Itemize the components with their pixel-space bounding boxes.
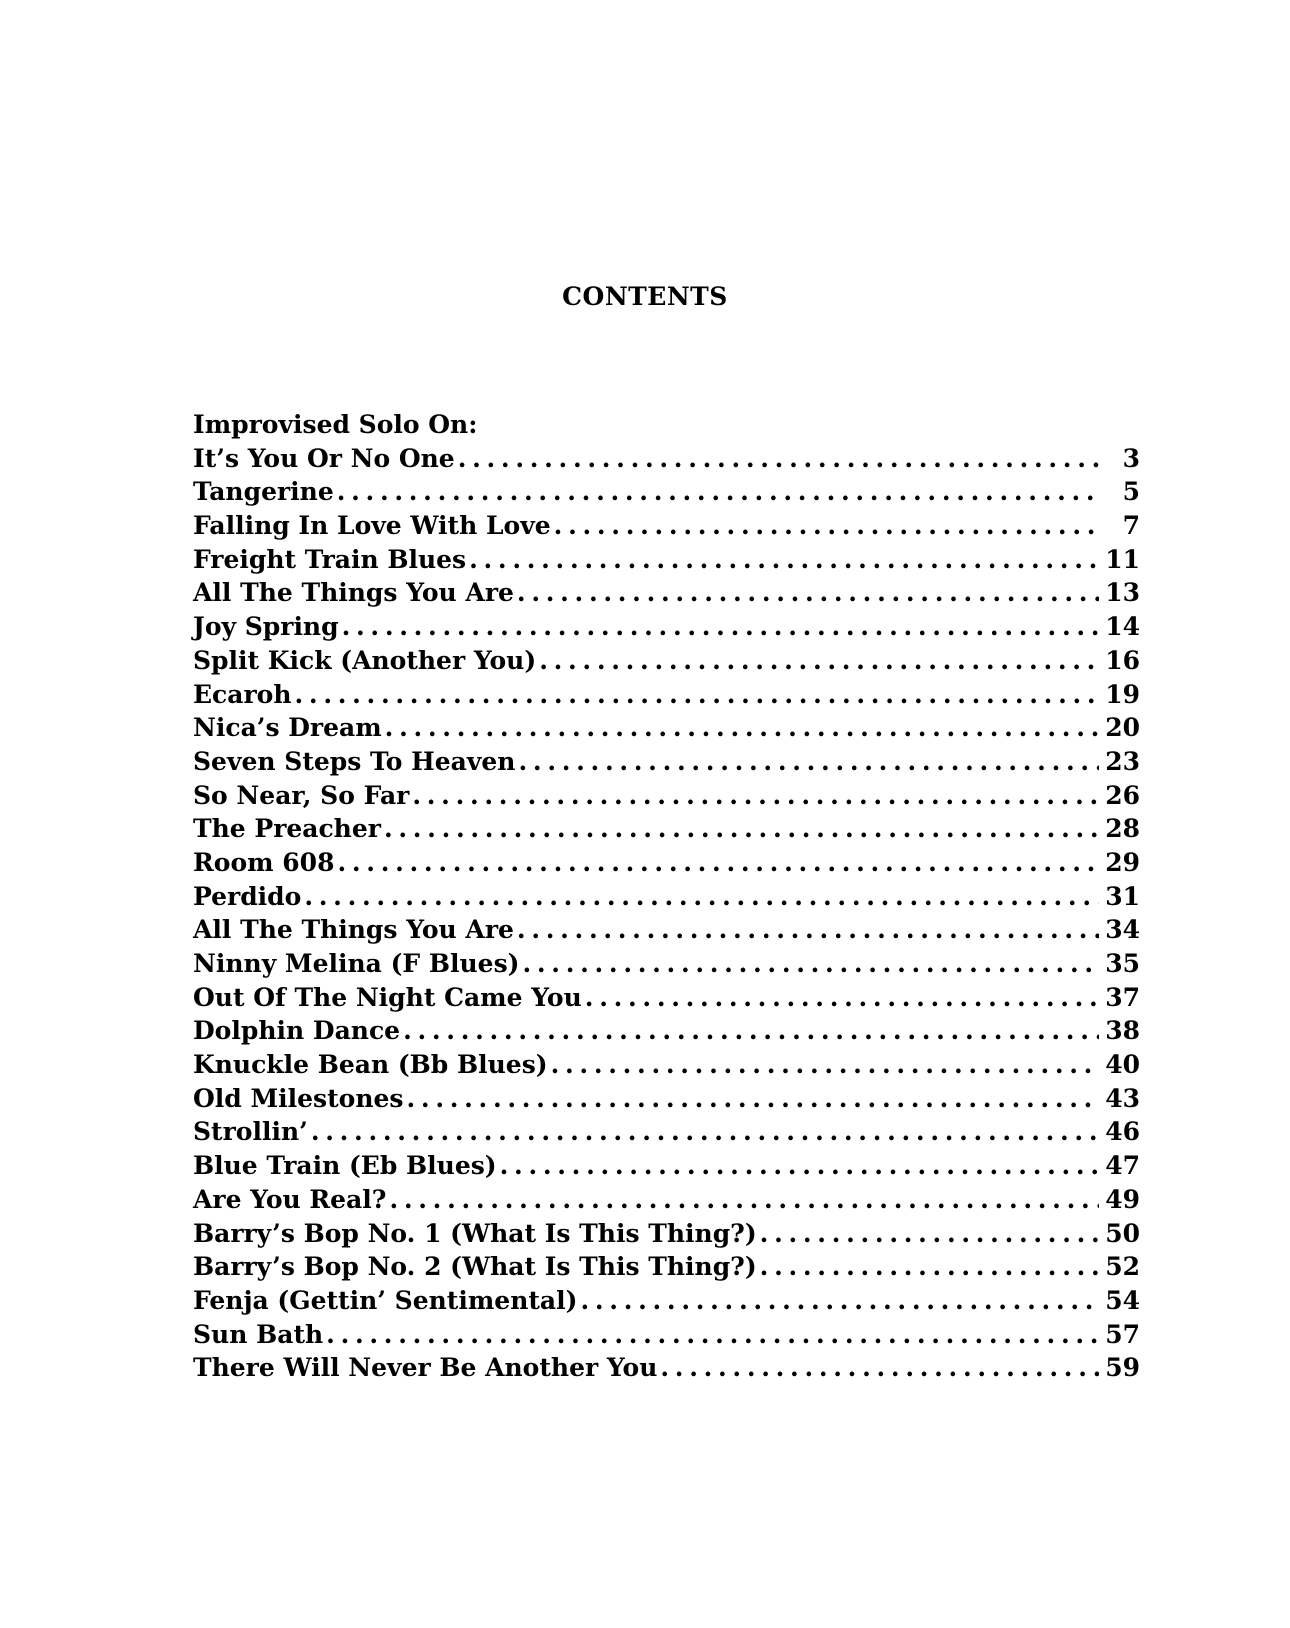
toc-entry-title: Freight Train Blues	[193, 544, 467, 574]
toc-entry-page-number: 38	[1105, 1016, 1140, 1046]
toc-entry	[193, 509, 1140, 543]
toc-entry	[193, 711, 1140, 745]
toc-entry	[193, 644, 1140, 678]
toc-entry	[193, 475, 1140, 509]
dot-leader	[384, 812, 1099, 846]
toc-entry	[193, 1217, 1140, 1251]
toc-entry	[193, 981, 1140, 1015]
toc-entry-page-number: 11	[1105, 544, 1140, 574]
toc-entry-page-number: 20	[1105, 713, 1140, 743]
toc-entry-title: Strollin’	[193, 1117, 308, 1147]
toc-entry-title: Nica’s Dream	[193, 713, 382, 743]
dot-leader	[337, 475, 1099, 509]
toc-entry-page-number: 59	[1105, 1353, 1140, 1383]
dot-leader	[469, 543, 1099, 577]
toc-entry-title: The Preacher	[193, 814, 381, 844]
toc-entry-title: Sun Bath	[193, 1319, 324, 1349]
dot-leader	[660, 1351, 1099, 1385]
toc-entry-page-number: 26	[1105, 780, 1140, 810]
toc-entry	[193, 812, 1140, 846]
toc-entry-title: Seven Steps To Heaven	[193, 746, 516, 776]
dot-leader	[539, 644, 1099, 678]
dot-leader	[304, 880, 1099, 914]
toc-entry-page-number: 37	[1105, 982, 1140, 1012]
toc-entry-title: Split Kick (Another You)	[193, 645, 537, 675]
toc-entry	[193, 1115, 1140, 1149]
toc-entry-page-number: 7	[1122, 511, 1140, 541]
toc-entry-title: Tangerine	[193, 477, 334, 507]
dot-leader	[311, 1115, 1099, 1149]
table-of-contents	[193, 408, 1140, 1385]
toc-entry-title: Falling In Love With Love	[193, 511, 551, 541]
toc-entry-page-number: 54	[1105, 1285, 1140, 1315]
toc-entry	[193, 678, 1140, 712]
toc-entry-page-number: 28	[1105, 814, 1140, 844]
dot-leader	[517, 913, 1099, 947]
dot-leader	[551, 1048, 1099, 1082]
toc-entry	[193, 543, 1140, 577]
dot-leader	[337, 846, 1099, 880]
toc-entry-page-number: 43	[1105, 1083, 1140, 1113]
toc-entry	[193, 1149, 1140, 1183]
dot-leader	[517, 576, 1099, 610]
dot-leader	[522, 947, 1099, 981]
dot-leader	[407, 1082, 1100, 1116]
toc-entry-title: Knuckle Bean (Bb Blues)	[193, 1050, 548, 1080]
toc-entry-page-number: 40	[1105, 1050, 1140, 1080]
toc-entry-title: Dolphin Dance	[193, 1016, 401, 1046]
toc-entry-title: Out Of The Night Came You	[193, 982, 582, 1012]
toc-entry	[193, 1284, 1140, 1318]
toc-entry-page-number: 23	[1105, 746, 1140, 776]
toc-entry	[193, 1351, 1140, 1385]
toc-entry	[193, 1082, 1140, 1116]
toc-entry-title: Are You Real?	[193, 1184, 387, 1214]
dot-leader	[412, 779, 1099, 813]
page-title: CONTENTS	[562, 282, 728, 311]
toc-entry-title: Blue Train (Eb Blues)	[193, 1151, 497, 1181]
toc-entry-title: So Near, So Far	[193, 780, 410, 810]
toc-entry-title: Fenja (Gettin’ Sentimental)	[193, 1285, 578, 1315]
toc-entry-title: Old Milestones	[193, 1083, 404, 1113]
toc-entry-page-number: 3	[1122, 443, 1140, 473]
dot-leader	[295, 678, 1100, 712]
dot-leader	[760, 1217, 1099, 1251]
toc-entry	[193, 1250, 1140, 1284]
toc-entry	[193, 1318, 1140, 1352]
toc-entry	[193, 913, 1140, 947]
toc-entry-title: Ninny Melina (F Blues)	[193, 949, 520, 978]
toc-entry-page-number: 31	[1105, 881, 1140, 911]
toc-entry	[193, 442, 1140, 476]
toc-entry-page-number: 5	[1122, 477, 1140, 507]
dot-leader	[554, 509, 1099, 543]
toc-entry-page-number: 49	[1105, 1184, 1140, 1214]
toc-entry-title: Barry’s Bop No. 2 (What Is This Thing?)	[193, 1252, 757, 1282]
dot-leader	[519, 745, 1100, 779]
toc-entry-title: All The Things You Are	[193, 915, 514, 945]
toc-entry-page-number: 14	[1105, 612, 1140, 642]
dot-leader	[403, 1014, 1099, 1048]
dot-leader	[458, 442, 1099, 476]
toc-entry-title: It’s You Or No One	[193, 443, 455, 473]
dot-leader	[760, 1250, 1099, 1284]
toc-entry-page-number: 52	[1105, 1252, 1140, 1282]
toc-entry	[193, 1183, 1140, 1217]
toc-entry-page-number: 50	[1105, 1218, 1140, 1248]
toc-entry-title: Barry’s Bop No. 1 (What Is This Thing?)	[193, 1218, 757, 1248]
toc-entry	[193, 947, 1140, 981]
toc-entry	[193, 1048, 1140, 1082]
toc-entry-page-number: 34	[1105, 915, 1140, 945]
dot-leader	[326, 1318, 1099, 1352]
dot-leader	[585, 981, 1099, 1015]
toc-entry	[193, 779, 1140, 813]
toc-entry-title: There Will Never Be Another You	[193, 1353, 658, 1383]
dot-leader	[385, 711, 1099, 745]
toc-entry-page-number: 19	[1105, 679, 1140, 709]
toc-entry-title: Perdido	[193, 881, 302, 911]
toc-entry-page-number: 35	[1105, 949, 1140, 978]
toc-list	[193, 442, 1140, 1385]
dot-leader	[500, 1149, 1099, 1183]
toc-entry-page-number: 13	[1105, 578, 1140, 608]
toc-entry-title: Ecaroh	[193, 679, 292, 709]
toc-entry-title: Room 608	[193, 847, 335, 877]
toc-entry	[193, 1014, 1140, 1048]
section-heading: Improvised Solo On:	[193, 410, 478, 439]
toc-entry	[193, 576, 1140, 610]
toc-entry-title: Joy Spring	[193, 612, 339, 642]
toc-entry	[193, 846, 1140, 880]
toc-entry-page-number: 57	[1105, 1319, 1140, 1349]
toc-entry	[193, 880, 1140, 914]
dot-leader	[389, 1183, 1099, 1217]
dot-leader	[580, 1284, 1099, 1318]
toc-entry-page-number: 29	[1105, 847, 1140, 877]
toc-entry-page-number: 46	[1105, 1117, 1140, 1147]
toc-entry-title: All The Things You Are	[193, 578, 514, 608]
dot-leader	[342, 610, 1099, 644]
toc-entry	[193, 745, 1140, 779]
toc-entry	[193, 610, 1140, 644]
toc-entry-page-number: 47	[1105, 1151, 1140, 1181]
toc-entry-page-number: 16	[1105, 645, 1140, 675]
